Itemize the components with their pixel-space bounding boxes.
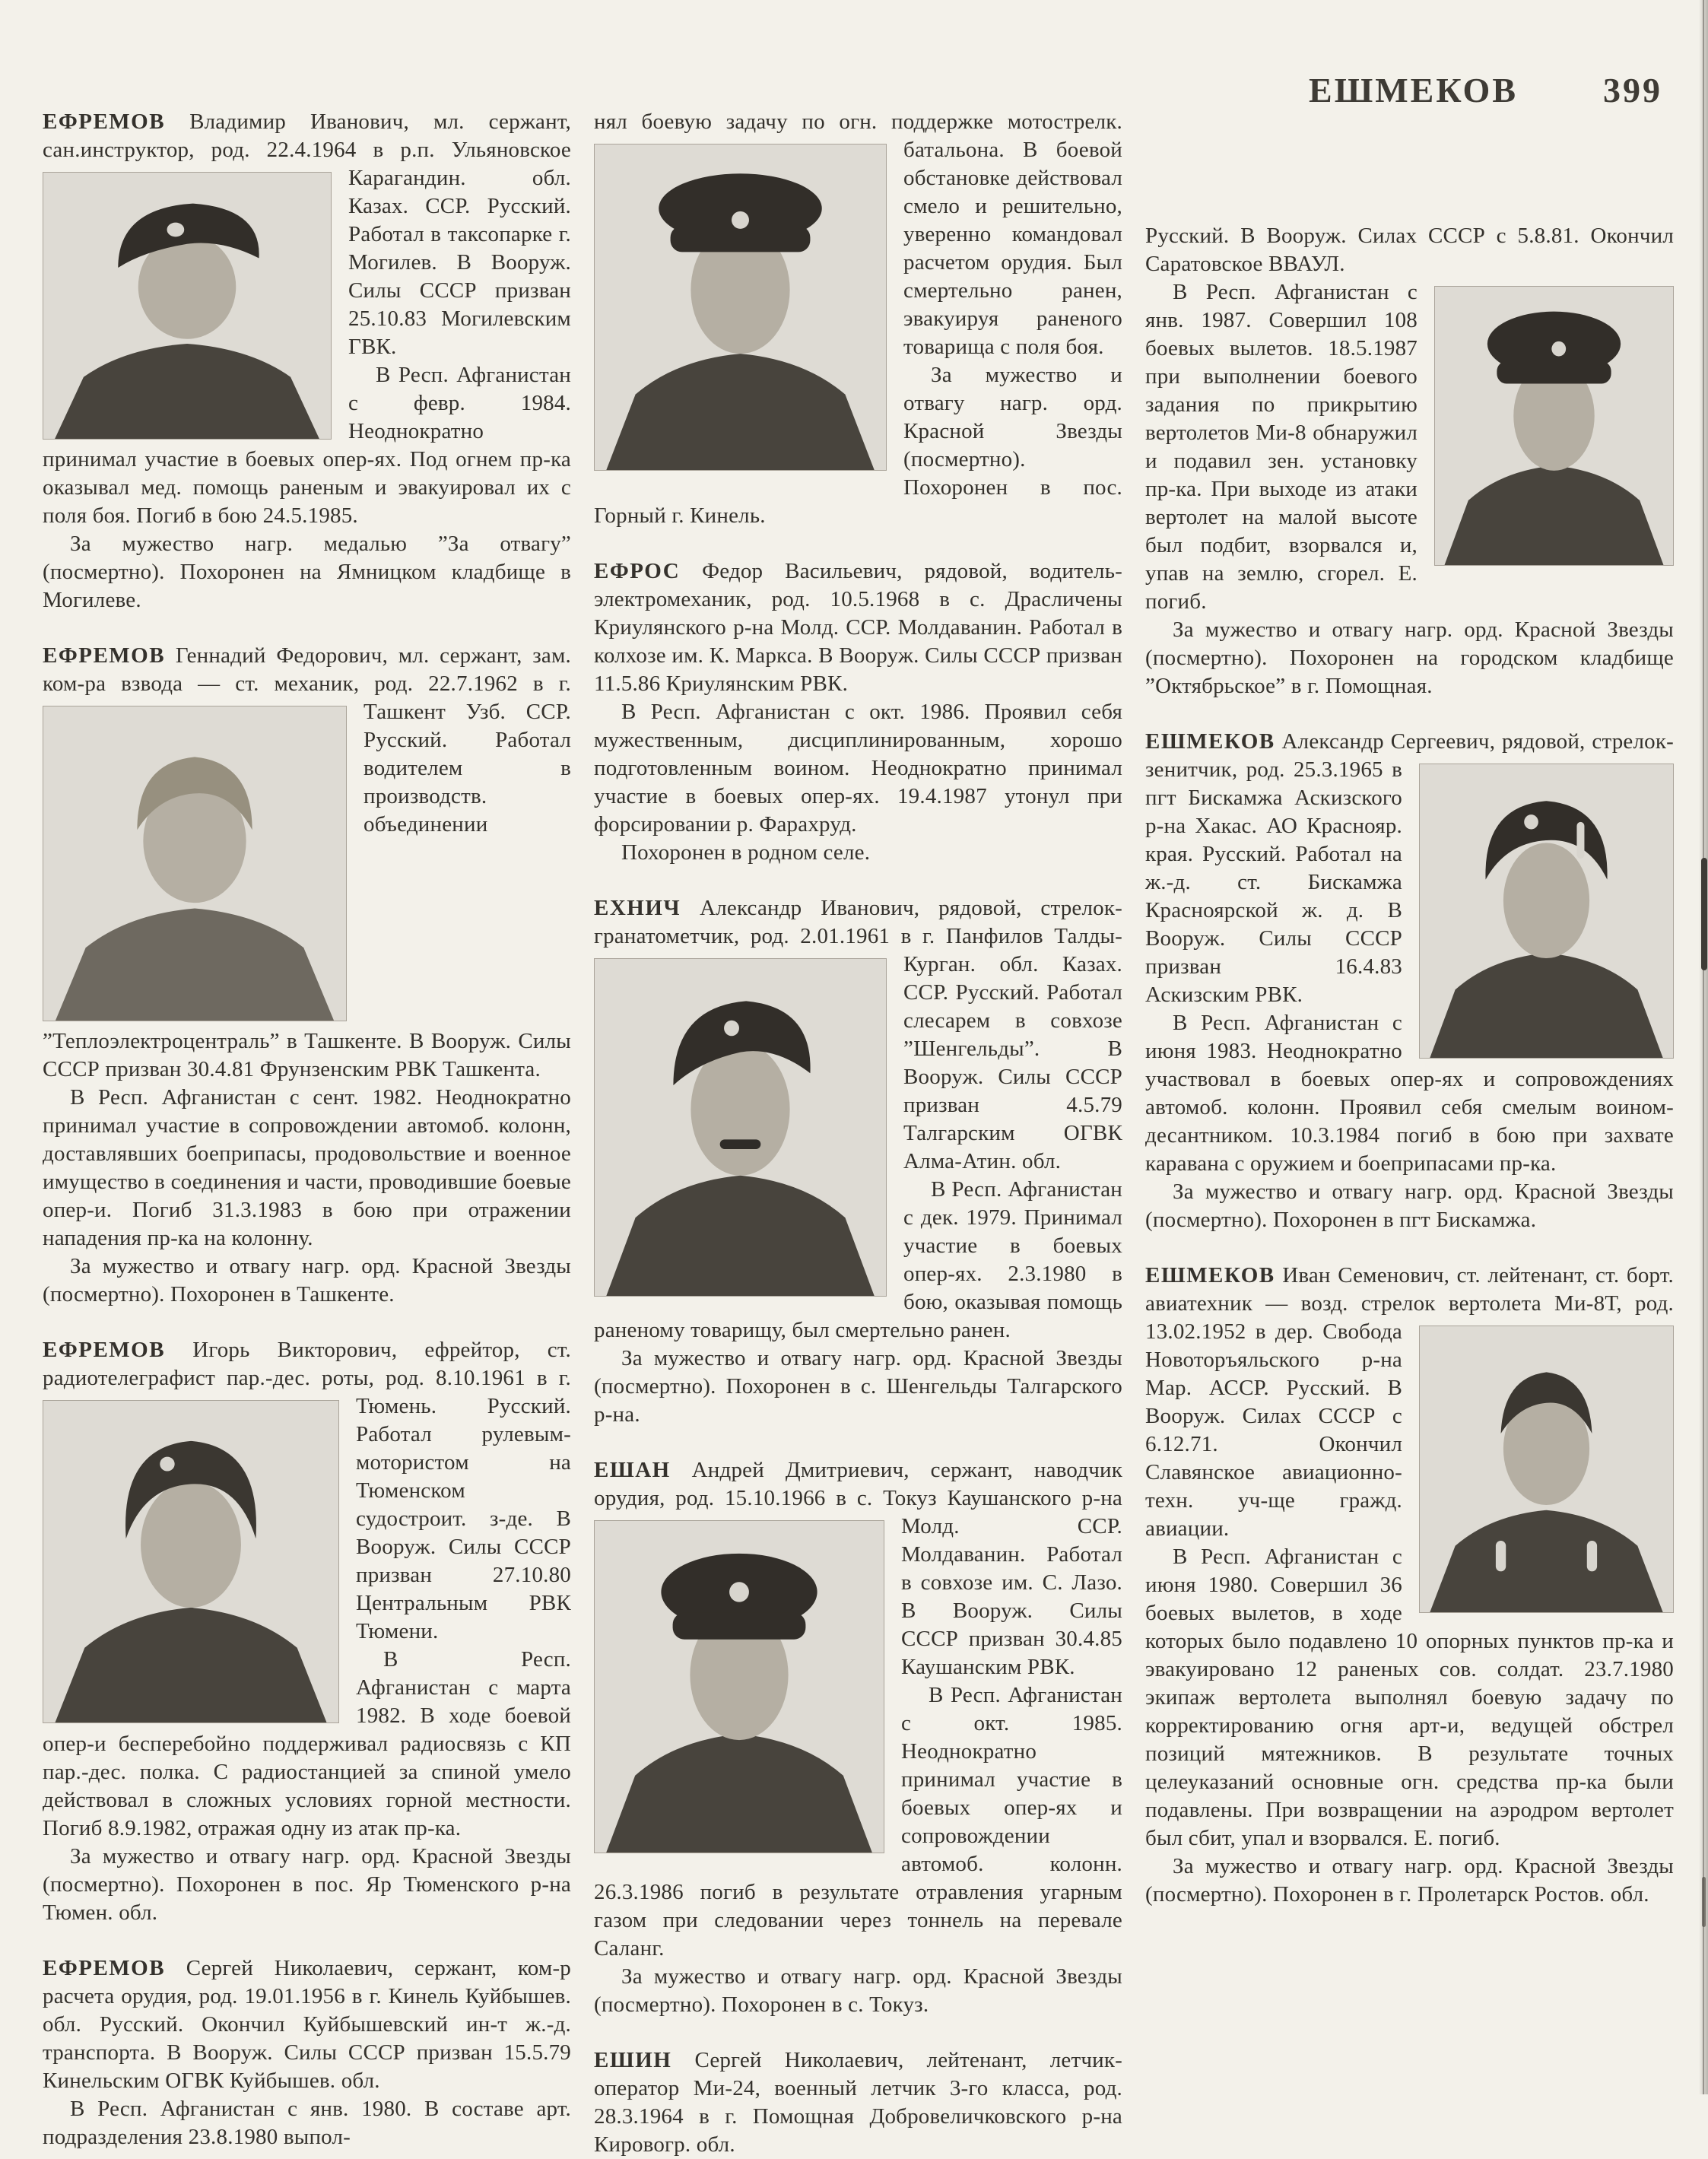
entry-service-paragraph: В Респ. Афганистан с окт. 1986. Проявил себя мужественным, дисциплинированным, хорошо подготовленным воином. Неоднократно принимал участие в боевых опер-ях. 19.4.1987 утонул при форсировании р. Фарахруд. — [594, 700, 1122, 837]
portrait-photo-icon — [1420, 764, 1673, 1058]
portrait-photo-icon — [1435, 287, 1673, 565]
portrait-photo-icon — [43, 706, 346, 1021]
entry-efremov-sergey — [43, 1954, 571, 2151]
entry-surname: ЕФРЕМОВ — [43, 643, 166, 668]
entry-cont-body-text: мотострелк. батальона. В боевой обстановке действовал смело и решительно, уверенно командовал расчетом орудия. Был смертельно ранен, эвакуируя раненого товарища с поля боя. — [903, 110, 1122, 359]
entry-surname: ЕФРЕМОВ — [43, 1338, 166, 1362]
column-1 — [43, 108, 571, 2159]
entry-service-paragraph: В Респ. Афганистан с янв. 1987. Совершил 108 боевых вылетов. 18.5.1987 при выполнении боевого задания по прикрытию вертолетов Ми-8 обнаружил и подавил зен. установку пр-ка. При выходе из атаки вертолет на малой высоте был подбит, взорвался и, упав на землю, сгорел. Е. погиб. — [1145, 280, 1418, 614]
entry-paragraph — [43, 642, 571, 1084]
entry-service-paragraph: В Респ. Афганистан с февр. 1984. Неоднократно принимал участие в боевых опер-ях. Под огнем пр-ка оказывал мед. помощь раненым и эвакуировал их с поля боя. Погиб в бою 24.5.1985. — [43, 363, 571, 528]
portrait-photo-icon — [595, 144, 886, 470]
header-surname-label: ЕШМЕКОВ — [1309, 71, 1518, 110]
entry-eshan — [594, 1456, 1122, 2019]
entry-continuation-paragraph — [594, 108, 1122, 361]
column-3 — [1145, 108, 1674, 2159]
entry-intro-text: Александр Иванович, рядовой, стрелок-гранатометчик, род. 2.01.1961 в г. — [594, 896, 1123, 948]
entry-body-text: вертолета Ми-8Т, род. 13.02.1952 в дер. Свобода Новоторъяльского р-на Мар. АССР. Русский. В Вооруж. Силах СССР с 6.12.71. Окончил Славянское авиационно-техн. уч-ще гражд. авиации. — [1145, 1291, 1674, 1541]
entry-intro-text: Игорь Викторович, ефрейтор, ст. радиотелеграфист пар.-дес. роты, род. — [43, 1338, 571, 1390]
portrait-photo-icon — [43, 1401, 338, 1722]
entry-body-text: 8.10.1961 в г. Тюмень. Русский. Работал рулевым-мотористом на Тюменском судостроит. з-де. В Вооруж. Силы СССР призван 27.10.80 Центральным РВК Тюмени. — [356, 1366, 571, 1643]
portrait-soldier-peaked-cap-star — [594, 1520, 884, 1853]
entry-award-paragraph: За мужество и отвагу нагр. орд. Красной Звезды (посмертно). Похоронен в г. Пролетарск Ростов. обл. — [1145, 1854, 1674, 1907]
entry-service-paragraph: В Респ. Афганистан с сент. 1982. Неоднократно принимал участие в сопровождении автомоб. колонн, доставлявших боеприпасы, продовольствие и военное имущество в соединения и части, проводившие боевые опер-и. Погиб 31.3.1983 в бою при отражении нападения пр-ка на колонну. — [43, 1085, 571, 1250]
portrait-soldier-peaked-cap — [1434, 286, 1674, 566]
entry-efremov-igor — [43, 1336, 571, 1927]
entry-first-paragraph-text: Федор Васильевич, рядовой, водитель-электромеханик, род. 10.5.1968 в с. Драсличены Криулянского р-на Молд. ССР. Молдаванин. Работал в колхозе им. К. Маркса. В Вооруж. Силы СССР призван 11.5.86 Криулянским РВК. — [594, 559, 1122, 696]
portrait-soldier-peaked-cap — [594, 144, 887, 471]
entry-paragraph — [594, 2046, 1122, 2159]
entry-body-text: р.п. Ульяновское Карагандин. обл. Казах. ССР. Русский. Работал в таксопарке г. Могилев. В Вооруж. Силы СССР призван 25.10.83 Могилевским ГВК. — [348, 138, 571, 359]
scan-edge-line — [1703, 0, 1704, 2094]
entry-service-paragraph: В Респ. Афганистан с марта 1982. В ходе боевой опер-и бесперебойно поддерживал радиосвязь с КП пар.-дес. полка. С радиостанцией за спиной умело действовал в сложных условиях горной местности. Погиб 8.9.1982, отражая одну из атак пр-ка. — [43, 1647, 571, 1840]
entry-service-paragraph: В Респ. Афганистан с окт. 1985. Неоднократно принимал участие в боевых опер-ях и сопровождении автомоб. колонн. 26.3.1986 погиб в результате отравления угарным газом при следовании через тоннель на перевале Саланг. — [594, 1683, 1122, 1961]
portrait-soldier-beret-badge — [1419, 764, 1674, 1059]
entry-efremov-sergey-continuation — [594, 108, 1122, 530]
column-2 — [594, 108, 1122, 2159]
entry-intro-text: Владимир Иванович, мл. сержант, сан.инструктор, род. 22.4.1964 в — [43, 110, 571, 162]
entry-paragraph — [1145, 728, 1674, 1009]
entry-paragraph — [43, 1954, 571, 2095]
entry-intro-text: Александр Сергеевич, рядовой, стрелок-зенитчик, род. 25.3.1965 в — [1145, 729, 1675, 782]
entry-surname: ЕШМЕКОВ — [1145, 729, 1275, 754]
portrait-soldier-dark-hair — [43, 1400, 339, 1723]
entry-eshmekov-alexander — [1145, 728, 1674, 1234]
entry-body-text: пгт Бискамжа Аскизского р-на Хакас. АО Краснояр. края. Русский. Работал на ж.-д. ст. Бискамжа Красноярской ж. д. В Вооруж. Силы СССР призван 16.4.83 Аскизским РВК. — [1145, 786, 1402, 1007]
entry-intro-text: Геннадий Федорович, мл. сержант, зам. ком-ра взвода — ст. механик, — [43, 643, 571, 696]
entry-paragraph — [594, 894, 1122, 1176]
entry-award-paragraph: За мужество и отвагу нагр. орд. Красной Звезды (посмертно). Похоронен на городском кладбище ”Октябрьское” в г. Помощная. — [1145, 618, 1674, 698]
portrait-photo-icon — [595, 959, 886, 1296]
entry-body-text: Панфилов Талды-Курган. обл. Казах. ССР. Русский. Работал слесарем в совхозе ”Шенгельды”. В Вооруж. Силы СССР призван 4.5.79 Талгарским ОГВК Алма-Атин. обл. — [903, 924, 1122, 1173]
entry-eshmekov-ivan — [1145, 1262, 1674, 1909]
portrait-photo-icon — [595, 1521, 884, 1853]
entry-cont-lead-text: нял боевую задачу по огн. поддержке — [594, 110, 994, 134]
entry-award-paragraph: За мужество и отвагу нагр. орд. Красной Звезды (посмертно). Похоронен в Ташкенте. — [43, 1254, 571, 1307]
entry-service-paragraph: В Респ. Афганистан с дек. 1979. Принимал участие в боевых опер-ях. 2.3.1980 в бою, оказывая помощь раненому товарищу, был смертельно ранен. — [594, 1177, 1122, 1342]
entry-surname: ЕШАН — [594, 1458, 671, 1482]
entry-first-paragraph-text: Сергей Николаевич, лейтенант, летчик-оператор Ми-24, военный летчик 3-го класса, род. 28.3.1964 в г. Помощная Добровеличковского р-на Кировогр. обл. — [594, 2048, 1123, 2157]
entry-intro-text: Иван Семенович, ст. лейтенант, ст. борт. авиатехник — возд. стрелок — [1145, 1263, 1674, 1316]
entry-award-paragraph: За мужество и отвагу нагр. орд. Красной Звезды (посмертно). Похоронен в с. Токуз. — [594, 1964, 1122, 2017]
portrait-photo-icon — [43, 173, 331, 439]
portrait-photo-icon — [1420, 1326, 1673, 1612]
scan-edge-mark — [1701, 858, 1707, 970]
entry-service-paragraph: В Респ. Афганистан с июня 1980. Совершил 36 боевых вылетов, в ходе которых было подавлено 10 опорных пунктов пр-ка и эвакуировано 12 раненых сов. солдат. 23.7.1980 экипаж вертолета выполнял боевую задачу по корректированию огня арт-и, ведущей обстрел позиций мятежников. В результате точных целеуказаний основные огн. средства пр-ка были подавлены. При возвращении на аэродром вертолет был сбит, упал и взорвался. Е. погиб. — [1145, 1545, 1674, 1850]
portrait-man-mustache-beret — [594, 958, 887, 1297]
entry-award-paragraph: За мужество и отвагу нагр. орд. Красной Звезды (посмертно). Похоронен в пгт Бискамжа. — [1145, 1180, 1674, 1232]
entry-eshin — [594, 2046, 1122, 2159]
entry-surname: ЕХНИЧ — [594, 896, 681, 920]
text-columns — [43, 108, 1674, 2159]
entry-award-paragraph: Похоронен в родном селе. — [621, 840, 871, 865]
entry-paragraph — [43, 1336, 571, 1646]
scan-edge-mark — [1702, 1877, 1706, 1927]
entry-body-text: Каушанского р-на Молд. ССР. Молдаванин. Работал в совхозе им. С. Лазо. В Вооруж. Силы СССР призван 30.4.85 Каушанским РВК. — [901, 1486, 1123, 1679]
entry-surname: ЕШИН — [594, 2048, 672, 2072]
portrait-officer-short-hair — [1419, 1326, 1674, 1613]
entry-award-paragraph: За мужество и отвагу нагр. орд. Красной Звезды (посмертно). Похоронен в с. Шенгельды Талгарского р-на. — [594, 1346, 1122, 1427]
entry-surname: ЕФРЕМОВ — [43, 110, 166, 134]
entry-first-paragraph-text: Сергей Николаевич, сержант, ком-р расчета орудия, род. 19.01.1956 в г. Кинель Куйбышев. обл. Русский. Окончил Куйбышевский ин-т ж.-д. транспорта. В Вооруж. Силы СССР призван 15.5.79 Кинельским ОГВК Куйбышев. обл. — [43, 1956, 572, 2093]
entry-service-start-paragraph: В Респ. Афганистан с янв. 1980. В составе арт. подразделения 23.8.1980 выпол- — [43, 2097, 571, 2149]
entry-ehnich — [594, 894, 1122, 1429]
entry-paragraph — [594, 1456, 1122, 1681]
entry-paragraph — [594, 557, 1122, 698]
page-number: 399 — [1603, 71, 1662, 110]
entry-award-paragraph: За мужество и отвагу нагр. орд. Красной Звезды (посмертно). Похоронен в пос. Горный г. Кинель. — [594, 363, 1122, 528]
entry-cont-lead-paragraph: Русский. В Вооруж. Силах СССР с 5.8.81. Окончил Саратовское ВВАУЛ. — [1145, 224, 1674, 276]
entry-efremov-vladimir — [43, 108, 571, 614]
entry-efros — [594, 557, 1122, 867]
entry-service-paragraph: В Респ. Афганистан с июня 1983. Неоднократно участвовал в боевых опер-ях и сопровождениях автомоб. колонн. Проявил себя смелым воином-десантником. 10.3.1984 погиб в бою при захвате каравана с оружием и боеприпасами пр-ка. — [1145, 1011, 1674, 1176]
portrait-soldier-in-beret — [43, 172, 332, 440]
entry-intro-text: Андрей Дмитриевич, сержант, наводчик орудия, род. 15.10.1966 в с. Токуз — [594, 1458, 1123, 1510]
entry-efremov-gennady — [43, 642, 571, 1309]
entry-award-paragraph: За мужество и отвагу нагр. орд. Красной Звезды (посмертно). Похоронен в пос. Яр Тюменского р-на Тюмен. обл. — [43, 1844, 571, 1925]
entry-surname: ЕФРОС — [594, 559, 681, 583]
entry-surname: ЕФРЕМОВ — [43, 1956, 166, 1980]
portrait-young-man-light-hair — [43, 706, 347, 1021]
entry-paragraph — [1145, 1262, 1674, 1543]
entry-eshin-continuation — [1145, 222, 1674, 700]
page-header — [1309, 70, 1662, 110]
entry-surname: ЕШМЕКОВ — [1145, 1263, 1275, 1287]
entry-paragraph — [43, 108, 571, 361]
entry-body-text: род. 22.7.1962 в г. Ташкент Узб. ССР. Русский. Работал водителем в производств. объединении ”Теплоэлектроцентраль” в Ташкенте. В Вооруж. Силы СССР призван 30.4.81 Фрунзенским РВК Ташкента. — [43, 672, 571, 1081]
entry-award-paragraph: За мужество нагр. медалью ”За отвагу” (посмертно). Похоронен на Ямницком кладбище в Могилеве. — [43, 532, 571, 612]
